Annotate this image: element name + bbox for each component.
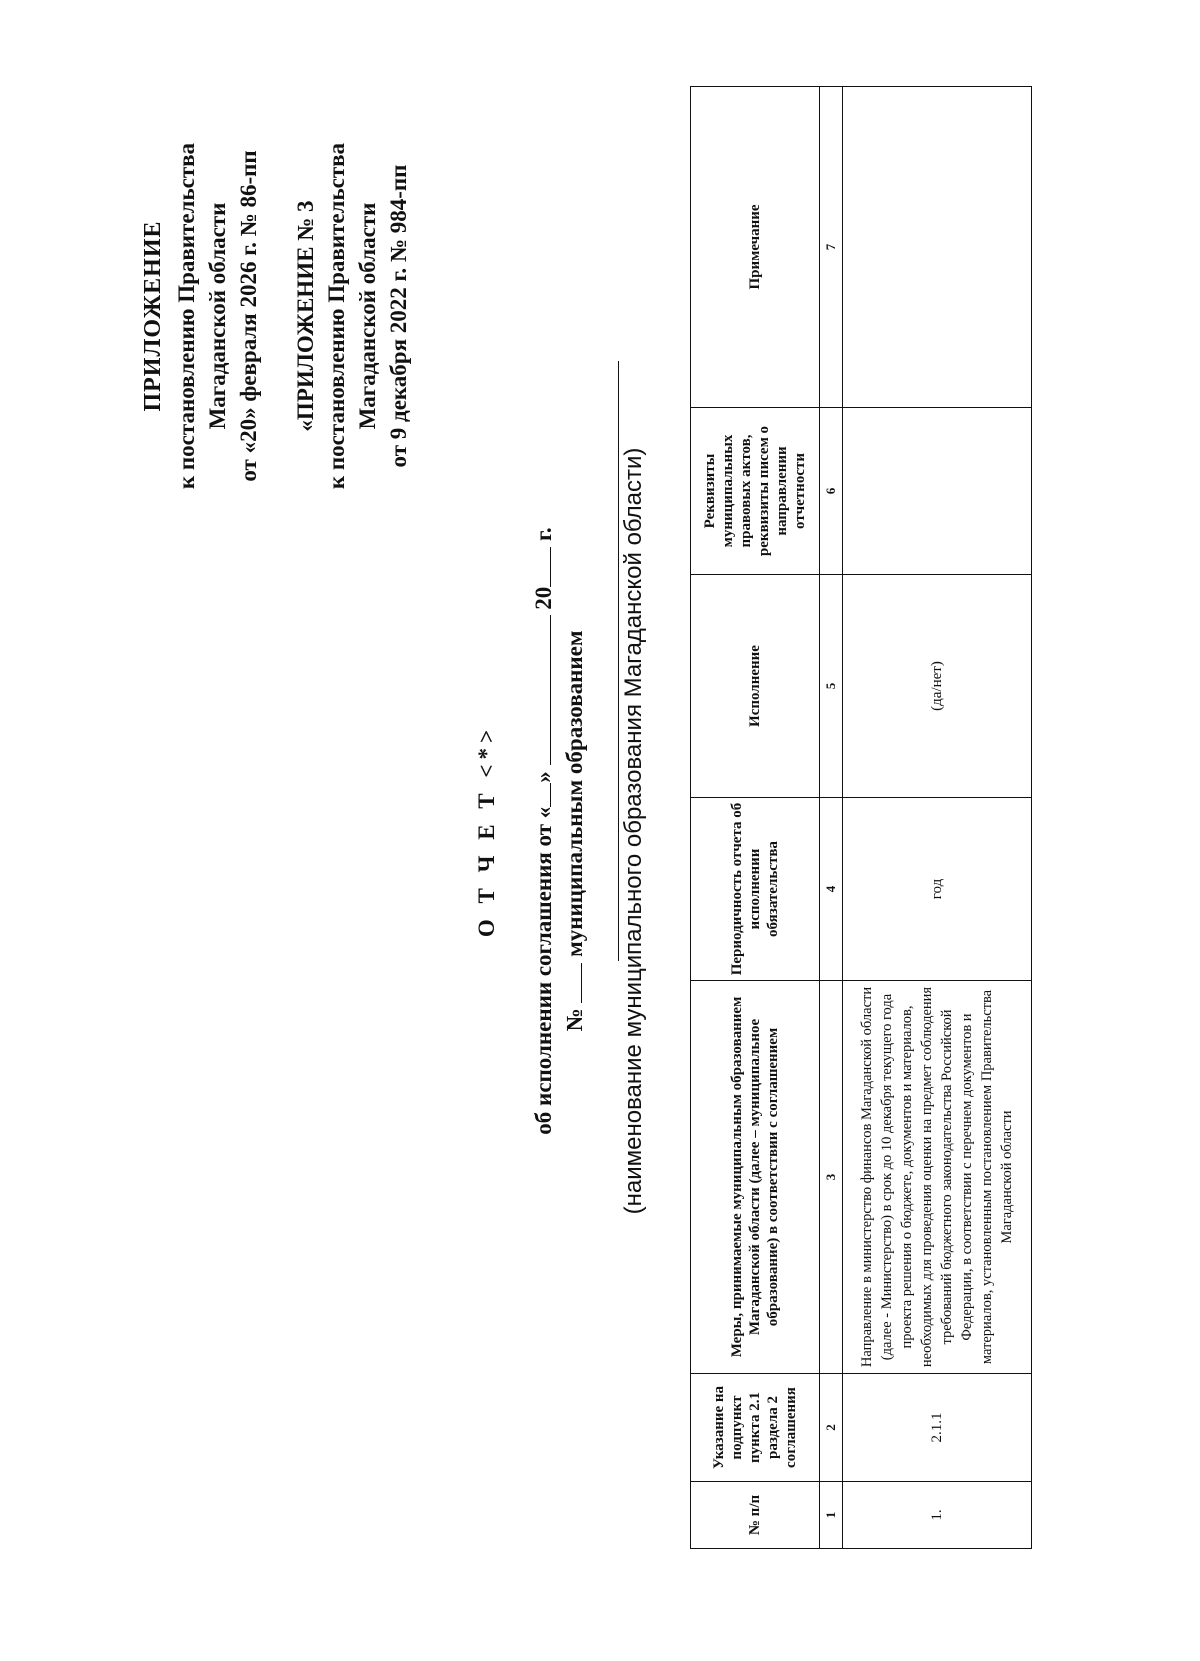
month-blank <box>530 615 551 765</box>
row-periodicity: год <box>843 798 1032 981</box>
resolution-line-6: Магаданской области <box>355 202 380 430</box>
resolution-date-line: от «20» февраля 2026 г. № 86-пп <box>236 150 261 482</box>
column-number: 3 <box>820 981 843 1374</box>
appendix-header <box>138 81 414 551</box>
column-number: 5 <box>820 575 843 798</box>
subtitle-entity: муниципальным образованием <box>562 630 587 957</box>
table-header-row <box>691 87 820 1549</box>
row-measure: Направление в министерство финансов Магаданской области (далее - Министерство) в срок до 10 декабря текущего года проекта решения о бюджете, документов и материалов, необходимых для проведения оценки на предмет соблюдения требований бюджетного законодательства Российской Федерации, в соответствии с перечнем документов и материалов, установленным постановлением Правительства Магаданской области <box>843 981 1032 1374</box>
header-cell-execution: Исполнение <box>691 575 820 798</box>
row-requisites <box>843 408 1032 575</box>
column-number: 1 <box>820 1482 843 1549</box>
year-blank <box>530 547 551 587</box>
day-blank <box>530 783 551 807</box>
subtitle-year-suffix: г. <box>531 527 556 541</box>
header-cell-number: № п/п <box>691 1482 820 1549</box>
header-cell-requisites: Реквизиты муниципальных правовых актов, реквизиты писем о направлении отчетности <box>691 408 820 575</box>
row-note <box>843 87 1032 408</box>
subtitle-quote-close: » <box>531 771 556 783</box>
subtitle-text: об исполнении соглашения от « <box>531 806 556 1135</box>
header-cell-subpoint: Указание на подпункт пункта 2.1 раздела 2 соглашения <box>691 1374 820 1482</box>
row-subpoint: 2.1.1 <box>843 1374 1032 1482</box>
entity-name-line <box>618 361 619 961</box>
header-cell-measures: Меры, принимаемые муниципальным образованием Магаданской области (далее – муниципальное образование) в соответствии с соглашением <box>691 981 820 1374</box>
appendix-3-title: «ПРИЛОЖЕНИЕ № 3 <box>293 200 318 432</box>
row-number: 1. <box>843 1482 1032 1549</box>
resolution-date-line-2: от 9 декабря 2022 г. № 984-пп <box>386 164 411 468</box>
appendix-title: ПРИЛОЖЕНИЕ <box>140 220 166 412</box>
header-cell-note: Примечание <box>691 87 820 408</box>
column-number: 6 <box>820 408 843 575</box>
number-blank <box>561 963 582 1003</box>
column-number: 2 <box>820 1374 843 1482</box>
resolution-line-1: к постановлению Правительства <box>174 142 199 490</box>
report-title: О Т Ч Е Т <*> <box>474 724 499 938</box>
report-subtitle <box>528 301 590 1361</box>
row-execution: (да/нет) <box>843 575 1032 798</box>
entity-caption: (наименование муниципального образования Магаданской области) <box>620 447 647 1215</box>
report-table <box>690 86 1032 1549</box>
table-row <box>843 87 1032 1549</box>
resolution-line-2: Магаданской области <box>205 202 230 430</box>
column-number-row <box>820 87 843 1549</box>
resolution-line-5: к постановлению Правительства <box>324 142 349 490</box>
column-number: 4 <box>820 798 843 981</box>
column-number: 7 <box>820 87 843 408</box>
subtitle-number-sign: № <box>562 1008 587 1032</box>
header-cell-periodicity: Периодичность отчета об исполнении обязательства <box>691 798 820 981</box>
subtitle-century: 20 <box>531 586 556 610</box>
